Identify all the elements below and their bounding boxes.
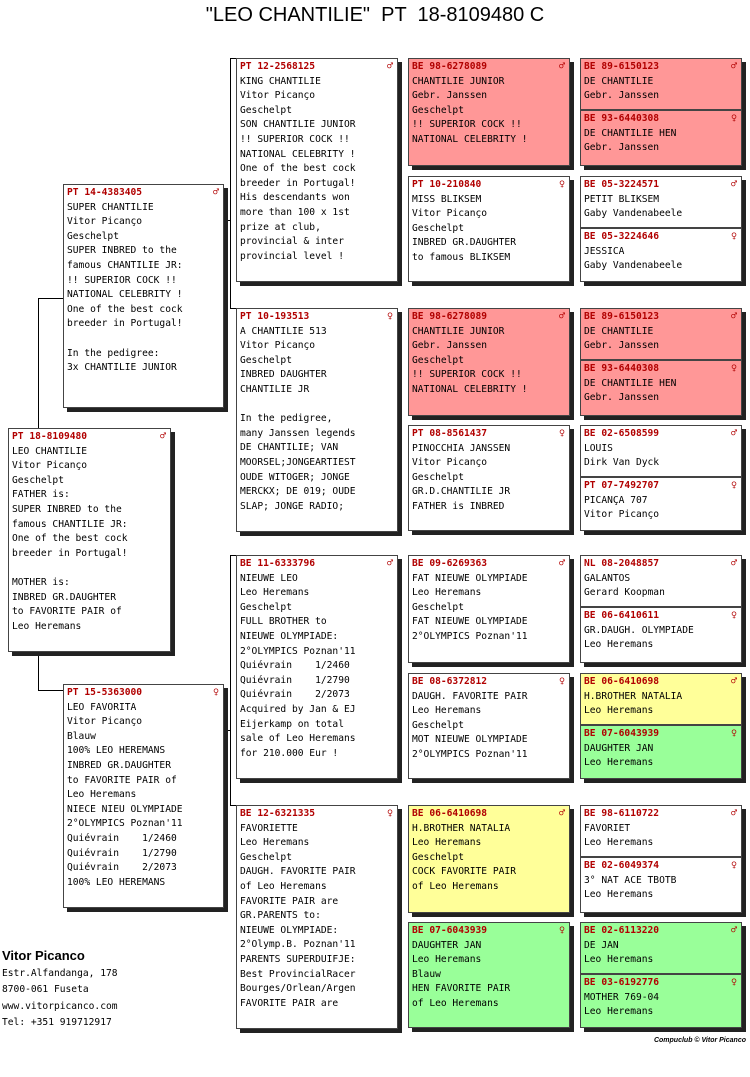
bird-info-line: Gebr. Janssen (412, 340, 488, 352)
bird-header (584, 924, 738, 939)
male-icon: ♂ (730, 61, 737, 72)
bird-info-line: INBRED DAUGHTER (240, 369, 327, 381)
bird-info-line: Leo Heremans (240, 587, 310, 599)
ring-number: BE 05-3224646 (584, 231, 660, 242)
bird-info-line: breeder in Portugal! (240, 177, 356, 189)
bird-info-line: Vitor Picanço (12, 460, 88, 472)
ring-number: BE 98-6278089 (412, 61, 488, 72)
bird-header (67, 186, 220, 201)
male-icon: ♂ (730, 428, 737, 439)
bird-card-g2[interactable] (580, 110, 742, 166)
bird-info-line: Leo Heremans (67, 789, 137, 801)
bird-header (240, 60, 394, 75)
bird-info-line: CHANTILIE JR (240, 383, 310, 395)
bird-card-ff[interactable] (236, 58, 398, 282)
male-icon: ♂ (558, 558, 565, 569)
bird-info-line: NIEUWE OLYMPIADE: (240, 630, 339, 642)
bird-header (412, 924, 566, 939)
bird-header (412, 807, 566, 822)
bird-info-line: Acquired by Jan & EJ (240, 703, 356, 715)
bird-header (584, 230, 738, 245)
female-icon: ♀ (730, 860, 737, 871)
bird-header (412, 557, 566, 572)
bird-info-line: Geschelpt (67, 230, 119, 242)
bird-info-line: !! SUPERIOR COCK !! (412, 369, 522, 381)
bird-card-fm[interactable] (236, 308, 398, 532)
female-icon: ♀ (730, 363, 737, 374)
bird-info-line: Gerard Koopman (584, 587, 665, 599)
bird-header (412, 675, 566, 690)
bird-header (240, 807, 394, 822)
bird-info-line: Vitor Picanço (67, 216, 143, 228)
bird-info-line: famous CHANTILIE JR: (12, 518, 128, 530)
bird-info-line: sale of Leo Heremans (240, 733, 356, 745)
bird-info-line: Leo Heremans (584, 954, 654, 966)
bird-name: DAUGH. FAVORITE PAIR (412, 690, 528, 702)
ring-number: PT 12-2568125 (240, 61, 316, 72)
bird-info-line: 3x CHANTILIE JUNIOR (67, 362, 177, 374)
bird-name: LEO CHANTILIE (12, 445, 88, 457)
bird-info-line: Vitor Picanço (412, 457, 488, 469)
bird-header (584, 976, 738, 991)
female-icon: ♀ (730, 113, 737, 124)
bird-info-line: FAVORITE PAIR are (240, 997, 339, 1009)
bird-info-line: Bourges/Orlean/Argen (240, 983, 356, 995)
bird-info-line: Geschelpt (240, 104, 292, 116)
bird-card-g11[interactable] (580, 673, 742, 725)
ring-number: NL 08-2048857 (584, 558, 660, 569)
female-icon: ♀ (386, 311, 393, 322)
bird-info-line: MOT NIEUWE OLYMPIADE (412, 734, 528, 746)
ring-number: BE 05-3224571 (584, 179, 660, 190)
male-icon: ♂ (558, 808, 565, 819)
bird-header (240, 557, 394, 572)
bird-name: DE CHANTILIE HEN (584, 377, 677, 389)
bird-card-father[interactable] (63, 184, 224, 408)
bird-info-line: 2°OLYMPICS Poznan'11 (412, 748, 528, 760)
bird-name: LEO FAVORITA (67, 701, 137, 713)
ring-number: BE 07-6043939 (412, 925, 488, 936)
male-icon: ♂ (730, 925, 737, 936)
bird-card-g16[interactable] (580, 974, 742, 1028)
ring-number: PT 14-4383405 (67, 187, 143, 198)
ring-number: PT 15-5363000 (67, 687, 143, 698)
bird-info-line: for 210.000 Eur ! (240, 747, 339, 759)
bird-card-g12[interactable] (580, 725, 742, 779)
bird-info-line: more than 100 x 1st (240, 206, 350, 218)
male-icon: ♂ (730, 179, 737, 190)
bird-header (584, 675, 738, 690)
bird-info-line: SON CHANTILIE JUNIOR (240, 119, 356, 131)
bird-name: PICANÇA 707 (584, 494, 648, 506)
ring-number: BE 06-6410611 (584, 610, 660, 621)
male-icon: ♂ (558, 61, 565, 72)
female-icon: ♀ (730, 231, 737, 242)
bird-info-line (67, 332, 220, 347)
female-icon: ♀ (558, 925, 565, 936)
bird-name: LOUIS (584, 442, 613, 454)
bird-header (412, 427, 566, 442)
bird-info-line: Eijerkamp on total (240, 718, 344, 730)
bird-header (584, 427, 738, 442)
bird-name: MOTHER 769-04 (584, 991, 660, 1003)
bird-name: DAUGHTER JAN (584, 742, 654, 754)
female-icon: ♀ (558, 676, 565, 687)
bird-info-line: breeder in Portugal! (12, 547, 128, 559)
bird-info-line: One of the best cock (240, 163, 356, 175)
bird-header (584, 609, 738, 624)
breeder-name: Vitor Picanco (2, 948, 85, 963)
bird-name: SUPER CHANTILIE (67, 201, 154, 213)
female-icon: ♀ (212, 687, 219, 698)
bird-header (584, 112, 738, 127)
bird-info-line: Quiévrain 1/2460 (67, 832, 177, 844)
female-icon: ♀ (730, 610, 737, 621)
female-icon: ♀ (558, 428, 565, 439)
male-icon: ♂ (386, 558, 393, 569)
female-icon: ♀ (730, 480, 737, 491)
bird-card-g1[interactable] (580, 58, 742, 110)
bird-info-line: DE CHANTILIE; VAN (240, 442, 339, 454)
bird-info-line: breeder in Portugal! (67, 318, 183, 330)
bird-header (412, 178, 566, 193)
bird-info-line: SUPER INBRED to the (12, 503, 122, 515)
bird-info-line: Gebr. Janssen (584, 142, 660, 154)
bird-info-line: !! SUPERIOR COCK !! (67, 274, 177, 286)
bird-info-line: NATIONAL CELEBRITY ! (412, 133, 528, 145)
bird-info-line: His descendants won (240, 192, 350, 204)
bird-info-line: Quiévrain 1/2790 (67, 847, 177, 859)
bird-info-line: of Leo Heremans (412, 997, 499, 1009)
bird-info-line: many Janssen legends (240, 427, 356, 439)
bird-info-line: 2°OLYMPICS Poznan'11 (240, 645, 356, 657)
ring-number: BE 02-6049374 (584, 860, 660, 871)
bird-info-line: 2°Olymp.B. Poznan'11 (240, 939, 356, 951)
ring-number: BE 93-6440308 (584, 363, 660, 374)
bird-info-line: Geschelpt (412, 222, 464, 234)
bird-header (584, 727, 738, 742)
bird-info-line: NATIONAL CELEBRITY ! (412, 383, 528, 395)
bird-name: NIEUWE LEO (240, 572, 298, 584)
bird-info-line: Geschelpt (412, 104, 464, 116)
bird-header (584, 60, 738, 75)
ring-number: PT 07-7492707 (584, 480, 660, 491)
bird-info-line: Leo Heremans (584, 837, 654, 849)
ring-number: BE 08-6372812 (412, 676, 488, 687)
bird-name: FAT NIEUWE OLYMPIADE (412, 572, 528, 584)
bird-info-line: Quiévrain 2/2073 (240, 689, 350, 701)
bird-name: DE CHANTILIE HEN (584, 127, 677, 139)
bird-info-line: DAUGH. FAVORITE PAIR (240, 866, 356, 878)
bird-header (240, 310, 394, 325)
bird-header (584, 859, 738, 874)
ring-number: BE 93-6440308 (584, 113, 660, 124)
bird-info-line: !! SUPERIOR COCK !! (412, 119, 522, 131)
bird-info-line: Leo Heremans (412, 705, 482, 717)
ring-number: BE 02-6113220 (584, 925, 660, 936)
bird-card-g4[interactable] (580, 228, 742, 282)
breeder-website[interactable]: www.vitorpicanco.com (2, 1000, 118, 1012)
ring-number: BE 09-6269363 (412, 558, 488, 569)
bird-card-ffm[interactable] (408, 176, 570, 282)
bird-info-line: to famous BLIKSEM (412, 251, 511, 263)
bird-info-line: Leo Heremans (412, 837, 482, 849)
bird-info-line: NIECE NIEU OLYMPIADE (67, 803, 183, 815)
bird-info-line: Leo Heremans (584, 1006, 654, 1018)
bird-info-line: One of the best cock (67, 303, 183, 315)
bird-name: JESSICA (584, 245, 625, 257)
bird-info-line: Gebr. Janssen (412, 90, 488, 102)
bird-info-line: Geschelpt (412, 719, 464, 731)
bird-name: GALANTOS (584, 572, 631, 584)
bird-info-line: MOORSEL;JONGEARTIEST (240, 456, 356, 468)
bird-name: H.BROTHER NATALIA (584, 690, 683, 702)
male-icon: ♂ (730, 808, 737, 819)
bird-name: CHANTILIE JUNIOR (412, 325, 505, 337)
male-icon: ♂ (558, 311, 565, 322)
bird-card-fff[interactable] (408, 58, 570, 166)
bird-info-line: Geschelpt (240, 354, 292, 366)
bird-card-g9[interactable] (580, 555, 742, 607)
bird-info-line: Leo Heremans (412, 587, 482, 599)
bird-info-line: HEN FAVORITE PAIR (412, 983, 511, 995)
ring-number: BE 98-6110722 (584, 808, 660, 819)
bird-card-mfm[interactable] (408, 673, 570, 779)
bird-name: DE CHANTILIE (584, 325, 654, 337)
bird-info-line: Leo Heremans (584, 639, 654, 651)
bird-name: PETIT BLIKSEM (584, 193, 660, 205)
ring-number: BE 12-6321335 (240, 808, 316, 819)
bird-header (12, 430, 167, 445)
bird-card-mff[interactable] (408, 555, 570, 663)
bird-info-line: Geschelpt (412, 471, 464, 483)
bird-info-line: Blauw (67, 730, 96, 742)
bird-info-line: Vitor Picanço (412, 208, 488, 220)
bird-info-line: Blauw (412, 968, 441, 980)
bird-info-line: Geschelpt (240, 851, 292, 863)
bird-info-line: One of the best cock (12, 533, 128, 545)
bird-info-line: Quiévrain 1/2790 (240, 674, 350, 686)
bird-info-line: Gaby Vandenabeele (584, 208, 683, 220)
bird-info-line: Geschelpt (412, 601, 464, 613)
bird-card-fmm[interactable] (408, 425, 570, 531)
bird-info-line: Leo Heremans (240, 837, 310, 849)
bird-info-line: INBRED GR.DAUGHTER (67, 759, 171, 771)
bird-info-line: FULL BROTHER to (240, 616, 327, 628)
bird-info-line: In the pedigree: (67, 347, 160, 359)
pedigree-title: "LEO CHANTILIE" PT 18-8109480 C (205, 4, 545, 26)
female-icon: ♀ (730, 977, 737, 988)
bird-card-g15[interactable] (580, 922, 742, 974)
ring-number: PT 18-8109480 (12, 431, 88, 442)
bird-info-line: Gebr. Janssen (584, 392, 660, 404)
bird-info-line: PARENTS SUPERDUIFJE: (240, 953, 356, 965)
bird-info-line: Geschelpt (412, 354, 464, 366)
bird-info-line: to FAVORITE PAIR of (12, 606, 122, 618)
ring-number: PT 10-210840 (412, 179, 482, 190)
bird-info-line: Best ProvincialRacer (240, 968, 356, 980)
bird-info-line: NATIONAL CELEBRITY ! (240, 148, 356, 160)
ring-number: BE 03-6192776 (584, 977, 660, 988)
bird-info-line: Quiévrain 2/2073 (67, 862, 177, 874)
bird-name: H.BROTHER NATALIA (412, 822, 511, 834)
bird-card-mother[interactable] (63, 684, 224, 908)
breeder-phone: Tel: +351 919712917 (2, 1017, 112, 1029)
bird-info-line: !! SUPERIOR COCK !! (240, 133, 350, 145)
male-icon: ♂ (730, 558, 737, 569)
bird-card-mmm[interactable] (408, 922, 570, 1028)
breeder-address: Estr.Alfandanga, 178 (2, 968, 118, 979)
bird-card-g5[interactable] (580, 308, 742, 360)
bird-info-line: of Leo Heremans (240, 880, 327, 892)
bird-info-line: Leo Heremans (12, 620, 82, 632)
ring-number: BE 02-6508599 (584, 428, 660, 439)
bird-info-line: FATHER is INBRED (412, 500, 505, 512)
bird-info-line: MOTHER is: (12, 576, 70, 588)
bird-card-g10[interactable] (580, 607, 742, 663)
bird-card-g6[interactable] (580, 360, 742, 416)
bird-info-line: Geschelpt (240, 601, 292, 613)
bird-card-g13[interactable] (580, 805, 742, 857)
female-icon: ♀ (558, 179, 565, 190)
bird-info-line: OUDE WITOGER; JONGE (240, 471, 350, 483)
ring-number: BE 11-6333796 (240, 558, 316, 569)
bird-info-line: COCK FAVORITE PAIR (412, 866, 516, 878)
bird-info-line: Gebr. Janssen (584, 340, 660, 352)
male-icon: ♂ (730, 676, 737, 687)
bird-info-line: prize at club, (240, 221, 321, 233)
bird-info-line: Leo Heremans (584, 889, 654, 901)
bird-header (412, 60, 566, 75)
bird-info-line: Vitor Picanço (240, 90, 316, 102)
bird-name: MISS BLIKSEM (412, 193, 482, 205)
bird-info-line: Leo Heremans (584, 705, 654, 717)
ring-number: PT 08-8561437 (412, 428, 488, 439)
bird-header (584, 557, 738, 572)
ring-number: BE 07-6043939 (584, 728, 660, 739)
bird-card-g8[interactable] (580, 477, 742, 531)
bird-info-line: GR.D.CHANTILIE JR (412, 486, 511, 498)
bird-info-line: NIEUWE OLYMPIADE: (240, 924, 339, 936)
bird-name: FAVORIETTE (240, 822, 298, 834)
bird-header (412, 310, 566, 325)
bird-info-line: Gaby Vandenabeele (584, 260, 683, 272)
ring-number: PT 10-193513 (240, 311, 310, 322)
ring-number: BE 89-6150123 (584, 311, 660, 322)
bird-card-g14[interactable] (580, 857, 742, 913)
bird-info-line: of Leo Heremans (412, 880, 499, 892)
bird-info-line: FAT NIEUWE OLYMPIADE (412, 616, 528, 628)
female-icon: ♀ (730, 728, 737, 739)
bird-info-line: MERCKX; DE 019; OUDE (240, 486, 356, 498)
breeder-postal: 8700-061 Fuseta (2, 984, 89, 996)
bird-info-line: Geschelpt (412, 851, 464, 863)
bird-info-line: Vitor Picanço (240, 340, 316, 352)
ring-number: BE 89-6150123 (584, 61, 660, 72)
bird-info-line: SLAP; JONGE RADIO; (240, 500, 344, 512)
bird-info-line (240, 398, 394, 413)
male-icon: ♂ (386, 61, 393, 72)
male-icon: ♂ (730, 311, 737, 322)
bird-info-line: In the pedigree, (240, 413, 333, 425)
bird-card-mmf[interactable] (408, 805, 570, 913)
bird-info-line: Vitor Picanço (584, 509, 660, 521)
bird-name: KING CHANTILIE (240, 75, 321, 87)
bird-name: 3° NAT ACE TBOTB (584, 874, 677, 886)
bird-info-line: Dirk Van Dyck (584, 457, 660, 469)
bird-info-line: INBRED GR.DAUGHTER (12, 591, 116, 603)
bird-header (584, 479, 738, 494)
bird-name: PINOCCHIA JANSSEN (412, 442, 511, 454)
bird-info-line: Geschelpt (12, 474, 64, 486)
bird-info-line: 2°OLYMPICS Poznan'11 (412, 630, 528, 642)
bird-card-fmf[interactable] (408, 308, 570, 416)
bird-name: A CHANTILIE 513 (240, 325, 327, 337)
bird-info-line: SUPER INBRED to the (67, 245, 177, 257)
ring-number: BE 06-6410698 (412, 808, 488, 819)
bird-card-g3[interactable] (580, 176, 742, 228)
bird-name: DAUGHTER JAN (412, 939, 482, 951)
bird-card-mf[interactable] (236, 555, 398, 779)
bird-info-line: Leo Heremans (584, 757, 654, 769)
footer-credit: Compuclub © Vitor Picanco (653, 1037, 746, 1044)
bird-info-line: Vitor Picanço (67, 716, 143, 728)
male-icon: ♂ (212, 187, 219, 198)
bird-info-line: Leo Heremans (412, 954, 482, 966)
bird-card-subject[interactable] (8, 428, 171, 652)
ring-number: BE 06-6410698 (584, 676, 660, 687)
bird-card-g7[interactable] (580, 425, 742, 477)
bird-info-line: to FAVORITE PAIR of (67, 774, 177, 786)
bird-info-line: 100% LEO HEREMANS (67, 745, 166, 757)
bird-header (67, 686, 220, 701)
female-icon: ♀ (386, 808, 393, 819)
bird-name: DE CHANTILIE (584, 75, 654, 87)
bird-info-line: GR.PARENTS to: (240, 910, 321, 922)
bird-info-line: provincial level ! (240, 250, 344, 262)
bird-header (584, 178, 738, 193)
bird-card-mm[interactable] (236, 805, 398, 1029)
bird-info-line: FAVORITE PAIR are (240, 895, 339, 907)
bird-info-line (12, 561, 167, 576)
bird-header (584, 310, 738, 325)
bird-name: CHANTILIE JUNIOR (412, 75, 505, 87)
ring-number: BE 98-6278089 (412, 311, 488, 322)
bird-header (584, 362, 738, 377)
bird-info-line: Quiévrain 1/2460 (240, 660, 350, 672)
breeder-info (2, 946, 118, 1032)
bird-info-line: FATHER is: (12, 489, 70, 501)
bird-info-line: NATIONAL CELEBRITY ! (67, 289, 183, 301)
bird-header (584, 807, 738, 822)
male-icon: ♂ (159, 431, 166, 442)
bird-info-line: provincial & inter (240, 236, 344, 248)
bird-info-line: Gebr. Janssen (584, 90, 660, 102)
bird-info-line: 2°OLYMPICS Poznan'11 (67, 818, 183, 830)
bird-name: GR.DAUGH. OLYMPIADE (584, 624, 694, 636)
bird-info-line: 100% LEO HEREMANS (67, 876, 166, 888)
bird-name: FAVORIET (584, 822, 631, 834)
bird-info-line: INBRED GR.DAUGHTER (412, 237, 516, 249)
bird-info-line: famous CHANTILIE JR: (67, 259, 183, 271)
bird-name: DE JAN (584, 939, 619, 951)
